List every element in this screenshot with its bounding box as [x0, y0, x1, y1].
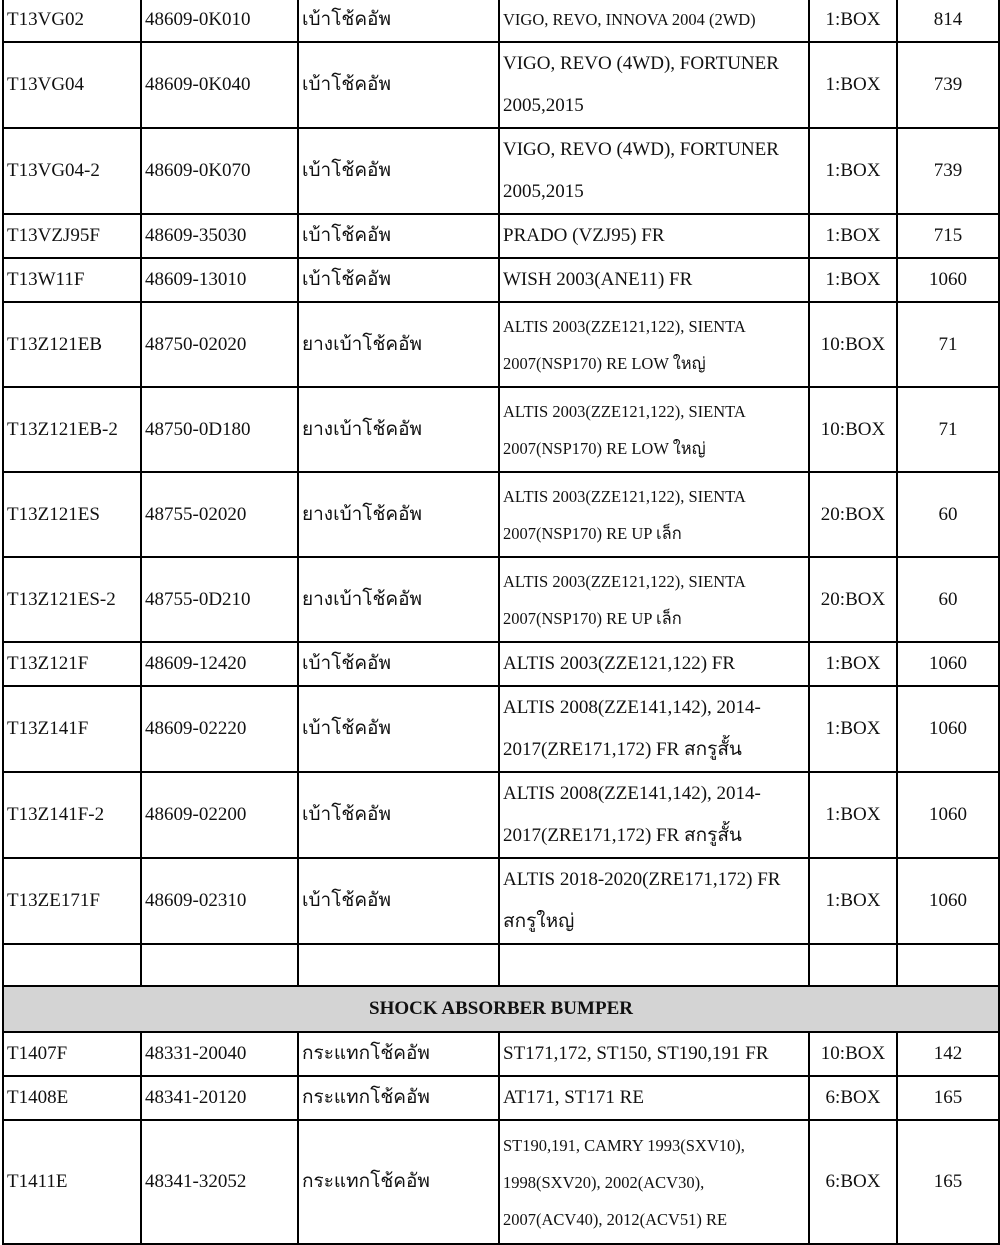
table-row [3, 1076, 999, 1120]
price-cell: 715 [897, 214, 999, 258]
part-number-cell: 48755-0D210 [141, 557, 298, 642]
table-row [3, 0, 999, 42]
pack-cell: 1:BOX [809, 772, 897, 858]
table-row [3, 858, 999, 944]
price-cell: 165 [897, 1120, 999, 1244]
part-code-cell: T13Z121F [3, 642, 141, 686]
price-cell: 60 [897, 472, 999, 557]
part-code-cell: T13Z121ES [3, 472, 141, 557]
empty-cell [141, 944, 298, 986]
part-code-cell: T1407F [3, 1032, 141, 1076]
table-row [3, 1120, 999, 1244]
part-code-cell: T13Z121EB-2 [3, 387, 141, 472]
part-name-cell: เบ้าโช้คอัพ [298, 858, 499, 944]
pack-cell: 10:BOX [809, 1032, 897, 1076]
price-cell: 71 [897, 387, 999, 472]
part-code-cell: T13VZJ95F [3, 214, 141, 258]
description-cell: VIGO, REVO (4WD), FORTUNER 2005,2015 [499, 128, 809, 214]
table-row [3, 258, 999, 302]
pack-cell: 1:BOX [809, 214, 897, 258]
section-title: SHOCK ABSORBER BUMPER [3, 986, 999, 1032]
table-row [3, 387, 999, 472]
pack-cell: 20:BOX [809, 472, 897, 557]
pack-cell: 6:BOX [809, 1120, 897, 1244]
price-cell: 814 [897, 0, 999, 42]
parts-table [2, 0, 1000, 1245]
pack-cell: 10:BOX [809, 302, 897, 387]
part-name-cell: ยางเบ้าโช้คอัพ [298, 302, 499, 387]
part-name-cell: เบ้าโช้คอัพ [298, 772, 499, 858]
part-code-cell: T13Z141F [3, 686, 141, 772]
pack-cell: 1:BOX [809, 258, 897, 302]
part-name-cell: เบ้าโช้คอัพ [298, 0, 499, 42]
part-name-cell: กระแทกโช้คอัพ [298, 1120, 499, 1244]
description-cell: WISH 2003(ANE11) FR [499, 258, 809, 302]
pack-cell: 1:BOX [809, 128, 897, 214]
part-number-cell: 48609-0K040 [141, 42, 298, 128]
pack-cell: 6:BOX [809, 1076, 897, 1120]
part-number-cell: 48609-35030 [141, 214, 298, 258]
description-cell: PRADO (VZJ95) FR [499, 214, 809, 258]
table-row [3, 686, 999, 772]
price-cell: 165 [897, 1076, 999, 1120]
part-number-cell: 48609-02220 [141, 686, 298, 772]
description-cell: ST171,172, ST150, ST190,191 FR [499, 1032, 809, 1076]
description-cell: ST190,191, CAMRY 1993(SXV10), 1998(SXV20), 2002(ACV30), 2007(ACV40), 2012(ACV51) RE [499, 1120, 809, 1244]
part-number-cell: 48609-13010 [141, 258, 298, 302]
part-name-cell: กระแทกโช้คอัพ [298, 1076, 499, 1120]
table-row [3, 642, 999, 686]
part-number-cell: 48341-20120 [141, 1076, 298, 1120]
pack-cell: 10:BOX [809, 387, 897, 472]
description-cell: VIGO, REVO (4WD), FORTUNER 2005,2015 [499, 42, 809, 128]
description-cell: ALTIS 2003(ZZE121,122), SIENTA 2007(NSP170) RE LOW ใหญ่ [499, 302, 809, 387]
description-cell: VIGO, REVO, INNOVA 2004 (2WD) [499, 0, 809, 42]
part-number-cell: 48331-20040 [141, 1032, 298, 1076]
part-name-cell: ยางเบ้าโช้คอัพ [298, 387, 499, 472]
description-cell: ALTIS 2008(ZZE141,142), 2014-2017(ZRE171,172) FR สกรูสั้น [499, 772, 809, 858]
part-code-cell: T13VG02 [3, 0, 141, 42]
pack-cell: 1:BOX [809, 0, 897, 42]
price-cell: 71 [897, 302, 999, 387]
price-cell: 1060 [897, 858, 999, 944]
part-name-cell: เบ้าโช้คอัพ [298, 214, 499, 258]
description-cell: ALTIS 2003(ZZE121,122), SIENTA 2007(NSP170) RE LOW ใหญ่ [499, 387, 809, 472]
empty-cell [809, 944, 897, 986]
part-number-cell: 48341-32052 [141, 1120, 298, 1244]
pack-cell: 1:BOX [809, 42, 897, 128]
empty-row [3, 944, 999, 986]
part-code-cell: T1408E [3, 1076, 141, 1120]
part-code-cell: T13Z121ES-2 [3, 557, 141, 642]
description-cell: ALTIS 2003(ZZE121,122), SIENTA 2007(NSP170) RE UP เล็ก [499, 472, 809, 557]
part-name-cell: เบ้าโช้คอัพ [298, 128, 499, 214]
price-cell: 142 [897, 1032, 999, 1076]
pack-cell: 1:BOX [809, 686, 897, 772]
part-number-cell: 48609-02200 [141, 772, 298, 858]
pack-cell: 20:BOX [809, 557, 897, 642]
description-cell: ALTIS 2018-2020(ZRE171,172) FR สกรูใหญ่ [499, 858, 809, 944]
part-name-cell: เบ้าโช้คอัพ [298, 42, 499, 128]
part-code-cell: T13Z141F-2 [3, 772, 141, 858]
part-name-cell: กระแทกโช้คอัพ [298, 1032, 499, 1076]
price-cell: 1060 [897, 686, 999, 772]
table-row [3, 1032, 999, 1076]
empty-cell [298, 944, 499, 986]
empty-cell [897, 944, 999, 986]
part-name-cell: เบ้าโช้คอัพ [298, 642, 499, 686]
part-number-cell: 48755-02020 [141, 472, 298, 557]
price-cell: 739 [897, 42, 999, 128]
table-row [3, 557, 999, 642]
pack-cell: 1:BOX [809, 642, 897, 686]
part-number-cell: 48609-0K070 [141, 128, 298, 214]
price-cell: 1060 [897, 772, 999, 858]
table-row [3, 472, 999, 557]
description-cell: ALTIS 2008(ZZE141,142), 2014-2017(ZRE171,172) FR สกรูสั้น [499, 686, 809, 772]
part-code-cell: T13VG04 [3, 42, 141, 128]
part-code-cell: T13Z121EB [3, 302, 141, 387]
part-number-cell: 48609-02310 [141, 858, 298, 944]
description-cell: AT171, ST171 RE [499, 1076, 809, 1120]
table-row [3, 772, 999, 858]
price-cell: 1060 [897, 642, 999, 686]
description-cell: ALTIS 2003(ZZE121,122) FR [499, 642, 809, 686]
price-cell: 739 [897, 128, 999, 214]
price-cell: 1060 [897, 258, 999, 302]
part-number-cell: 48609-12420 [141, 642, 298, 686]
part-code-cell: T1411E [3, 1120, 141, 1244]
part-name-cell: เบ้าโช้คอัพ [298, 258, 499, 302]
part-name-cell: ยางเบ้าโช้คอัพ [298, 472, 499, 557]
table-row [3, 302, 999, 387]
empty-cell [3, 944, 141, 986]
part-name-cell: ยางเบ้าโช้คอัพ [298, 557, 499, 642]
table-row [3, 214, 999, 258]
parts-table-body [3, 0, 999, 1244]
part-code-cell: T13W11F [3, 258, 141, 302]
part-name-cell: เบ้าโช้คอัพ [298, 686, 499, 772]
part-number-cell: 48750-0D180 [141, 387, 298, 472]
part-number-cell: 48609-0K010 [141, 0, 298, 42]
table-row [3, 42, 999, 128]
empty-cell [499, 944, 809, 986]
price-cell: 60 [897, 557, 999, 642]
description-cell: ALTIS 2003(ZZE121,122), SIENTA 2007(NSP170) RE UP เล็ก [499, 557, 809, 642]
table-row [3, 128, 999, 214]
pack-cell: 1:BOX [809, 858, 897, 944]
section-header-row [3, 986, 999, 1032]
part-number-cell: 48750-02020 [141, 302, 298, 387]
part-code-cell: T13VG04-2 [3, 128, 141, 214]
part-code-cell: T13ZE171F [3, 858, 141, 944]
